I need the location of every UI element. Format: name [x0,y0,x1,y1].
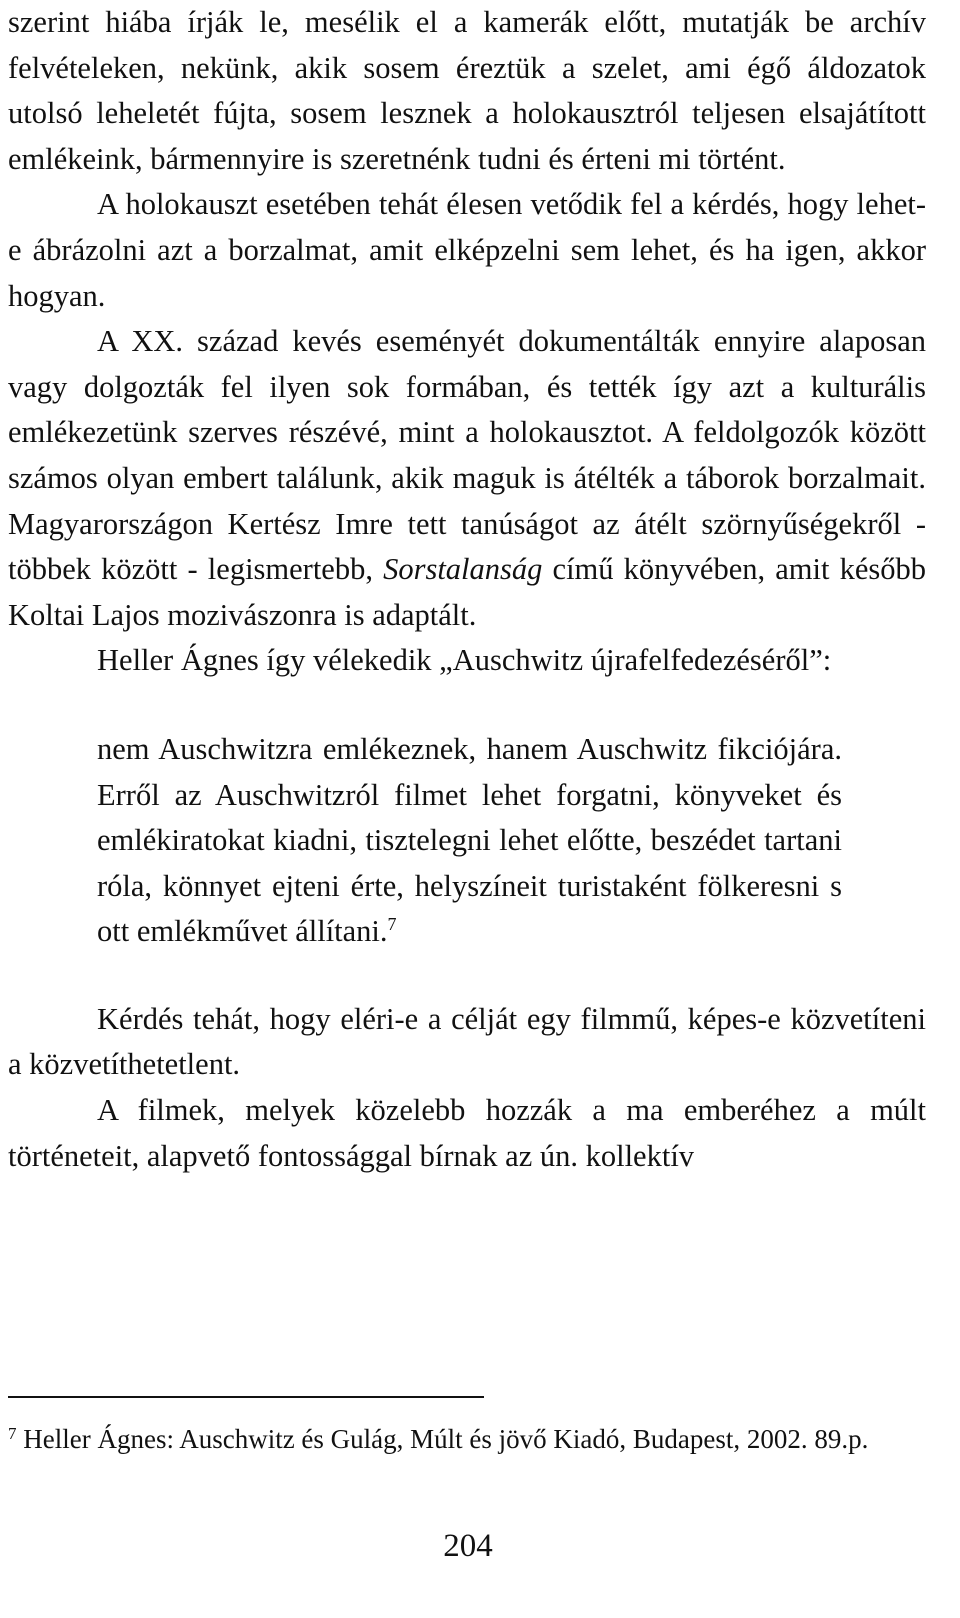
block-quote [97,727,842,955]
page-number: 204 [443,1528,493,1564]
paragraph-1: szerint hiába írják le, mesélik el a kamerák előtt, mutatják be archív felvételeken, nekünk, akik sosem éreztük a szelet, ami égő áldozatok utolsó leheletét fújta, sosem lesznek a holokausztról teljesen elsajátított emlékeink, bármennyire is szeretnénk tudni és érteni mi történt. [8,5,926,176]
page-body [8,0,926,1179]
book-title-sorstalansag: Sorstalanság [383,552,543,587]
footnote-text: Heller Ágnes: Auschwitz és Gulág, Múlt és jövő Kiadó, Budapest, 2002. 89.p. [16,1424,869,1454]
paragraph-5: Kérdés tehát, hogy eléri-e a célját egy filmmű, képes-e közvetíteni a közvetíthetetlent. [8,1001,926,1082]
footnote-reference: 7 [387,914,397,935]
paragraph-3-text-b: című könyvében, amit később Koltai Lajos mozivászonra is adaptált. [8,552,926,632]
footnote [8,1418,926,1460]
footnote-number: 7 [8,1424,17,1443]
paragraph-3-text-a: A XX. század kevés eseményét dokumentálták ennyire alaposan vagy dolgozták fel ilyen sok formában, és tették így azt a kulturális emlékezetünk szerves részévé, mint a holokausztot. A feldolgozók között számos olyan embert találunk, akik maguk is átélték a táborok borzalmait. Magyarországon Kertész Imre tett tanúságot az átélt szörnyűségekről - többek között - legismertebb, [8,324,926,587]
paragraph-3 [8,319,926,638]
block-quote-text: nem Auschwitzra emlékeznek, hanem Auschwitz fikciójára. Erről az Auschwitzról filmet lehet forgatni, könyveket és emlékiratokat kiadni, tisztelegni lehet előtte, beszédet tartani róla, könnyet ejteni érte, helyszíneit turistaként fölkeresni s ott emlékművet állítani. [97,731,842,949]
paragraph-2: A holokauszt esetében tehát élesen vetődik fel a kérdés, hogy lehet-e ábrázolni azt a borzalmat, amit elképzelni sem lehet, és ha igen, akkor hogyan. [8,187,926,313]
paragraph-4: Heller Ágnes így vélekedik „Auschwitz újrafelfedezéséről”: [97,643,832,678]
paragraph-6: A filmek, melyek közelebb hozzák a ma emberéhez a múlt történeteit, alapvető fontossággal bírnak az ún. kollektív [8,1093,926,1173]
footnote-separator [8,1396,484,1398]
